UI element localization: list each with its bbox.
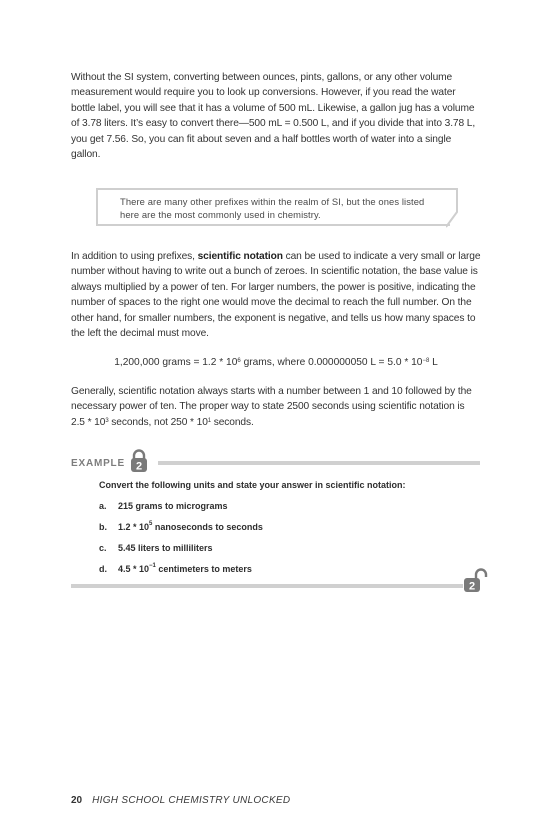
example-item-c (99, 543, 213, 553)
term-scientific-notation: scientific notation (197, 251, 283, 262)
equation-exp2: −8 (422, 358, 430, 364)
example-end-number: 2 (468, 580, 476, 593)
example-item-d (99, 564, 252, 574)
item-text-post: centimeters to meters (155, 564, 252, 574)
example-footer-rule (71, 584, 463, 588)
example-item-a (99, 501, 228, 511)
item-text: 5.45 liters to milliliters (118, 543, 213, 553)
paragraph3-part2: seconds, not 250 * 10 (108, 416, 208, 428)
item-text-pre: 1.2 * 10 (118, 522, 150, 532)
item-letter: a. (99, 501, 107, 511)
item-text: 215 grams to micrograms (118, 501, 228, 511)
locked-padlock-icon (129, 449, 149, 473)
paragraph-general-notation (71, 384, 481, 430)
equation-part1: 1,200,000 grams = 1.2 * 10 (114, 357, 238, 368)
paragraph3-exp1: 3 (105, 417, 109, 424)
book-title: HIGH SCHOOL CHEMISTRY UNLOCKED (92, 795, 291, 806)
paragraph2-after: can be used to indicate a very small or large number without having to write out a bunch of zeroes. In scientific notation, the base value is always multiplied by a power of ten. For larger numbers, the power is positive, indicating the number of spaces to the right one would move the decimal to reach the full number. On the other hand, for smaller numbers, the exponent is negative, and tells us how many spaces to the left the decimal must move. (71, 251, 481, 340)
item-exponent: −1 (149, 563, 156, 569)
example-equation (71, 355, 481, 370)
note-text: There are many other prefixes within the realm of SI, but the ones listed here are the most commonly used in chemistry. (120, 196, 425, 220)
page-number: 20 (71, 795, 83, 806)
paragraph3-part1: Generally, scientific notation always starts with a number between 1 and 10 followed by the necessary power of ten. The proper way to state 2500 seconds using scientific notation is 2.5 * 10 (71, 386, 472, 428)
paragraph2-before: In addition to using prefixes, (71, 251, 198, 262)
page-footer (71, 795, 290, 806)
example-number: 2 (135, 460, 143, 473)
example-header-rule (158, 461, 480, 465)
paragraph3-part3: seconds. (211, 416, 254, 428)
equation-part3: L (429, 357, 438, 368)
paragraph-volume-conversion: Without the SI system, converting between ounces, pints, gallons, or any other volume measurement would require you to look up conversions. However, if you read the water bottle label, you will see that it has a volume of 500 mL. Likewise, a gallon jug has a volume of 3.78 liters. It’s easy to convert there—500 mL = 0.500 L, and if you divide that into 3.78 L, you get 7.56. So, you can fit about seven and a half bottles worth of water into a single gallon. (71, 72, 476, 161)
example-label: EXAMPLE (71, 458, 125, 469)
paragraph3-exp2: 1 (207, 417, 212, 424)
item-letter: d. (99, 564, 107, 574)
example-item-b (99, 522, 263, 532)
example-prompt: Convert the following units and state your answer in scientific notation: (99, 480, 406, 490)
equation-part2: grams, where 0.000000050 L = 5.0 * 10 (240, 357, 423, 368)
unlocked-padlock-icon (463, 568, 489, 594)
item-text-pre: 4.5 * 10 (118, 564, 150, 574)
item-exponent: 5 (149, 521, 153, 527)
equation-exp1: 6 (237, 358, 241, 364)
paragraph-scientific-notation (71, 249, 481, 341)
item-text-post: nanoseconds to seconds (152, 522, 263, 532)
item-letter: b. (99, 522, 107, 532)
note-box-corner (446, 188, 458, 228)
item-letter: c. (99, 543, 107, 553)
